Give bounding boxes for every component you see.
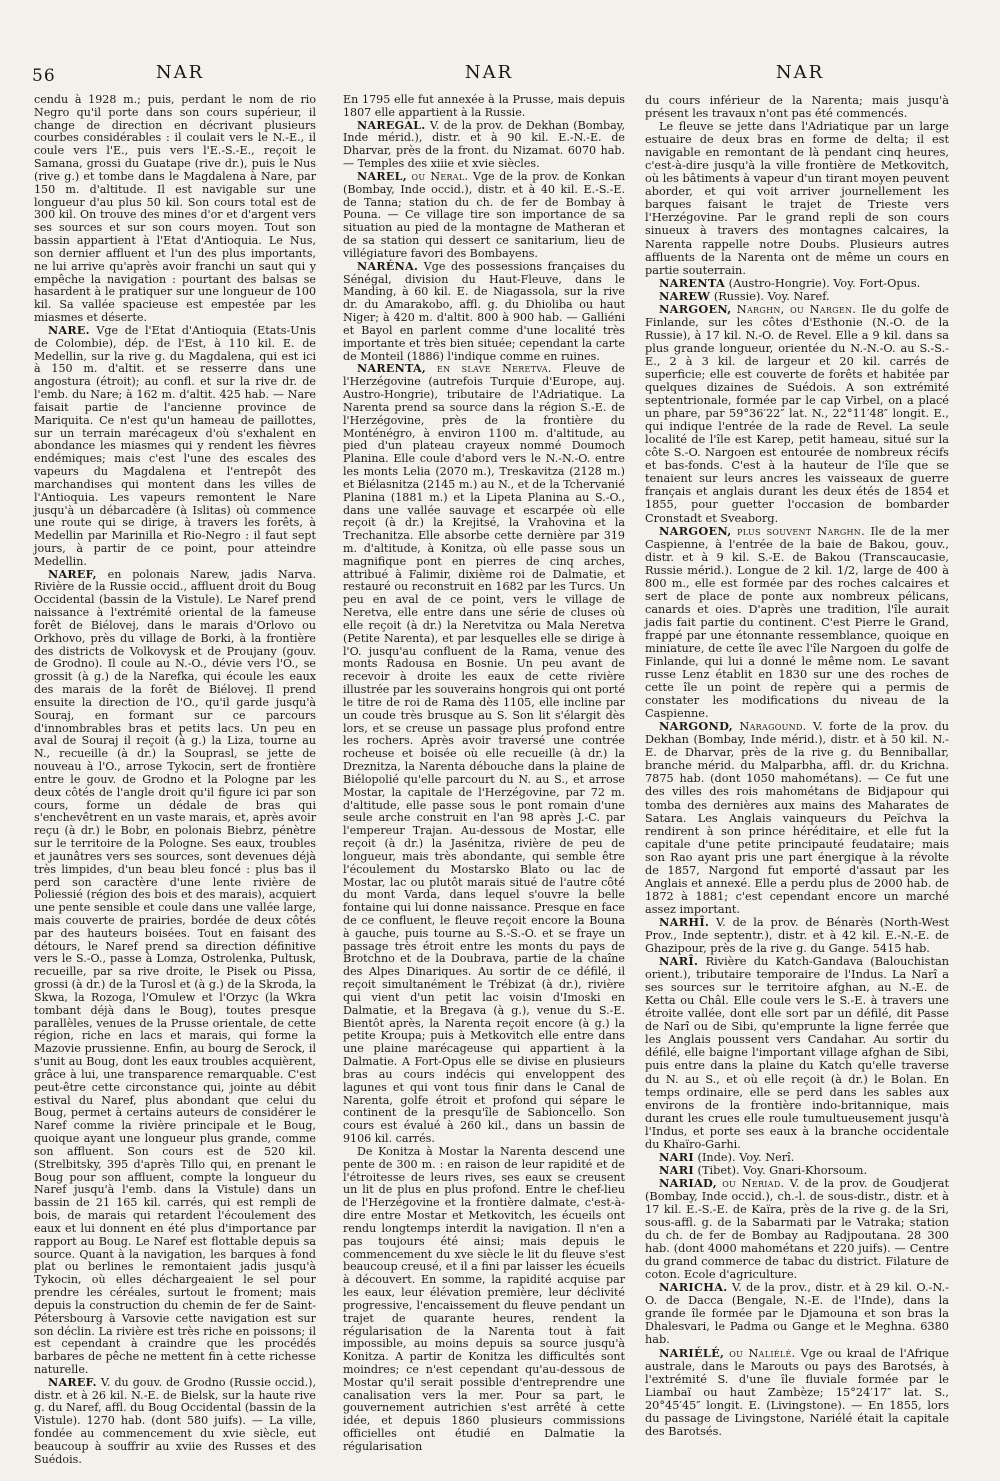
entry-headword: NARGOEN, (659, 523, 732, 538)
entry-headword: NARGOEN, (659, 301, 732, 316)
entry-alt-name: ou Neriad. (722, 1176, 785, 1190)
entry-headword: NARHÎ. (659, 914, 710, 929)
entry-text: Vge ou kraal de l'Afrique australe, dans le Marouts ou pays des Barotsés, à l'extrémité S. d'une île fluviale formée par le Liambaï ou haut Zambèze; 15°24′17″ lat. S., 20°45′45″ longit. E. (Livingstone). — En 1855, lors du passage de Livingstone, Nariélé était la capitale des Barotsés. (645, 1346, 949, 1438)
entry-paragraph (645, 916, 949, 955)
entry-paragraph (34, 1377, 316, 1467)
entry-paragraph (343, 120, 625, 171)
entry-text: V. de la prov. de Dekhan (Bombay, Inde mérid.), distr. et à 90 kil. E.-N.-E. de Dharvar, près de la front. du Nizamat. 6070 hab. — Temples des xiiie et xvie siècles. (343, 118, 625, 171)
entry-alt-name: plus souvent Narghn. (737, 524, 866, 538)
entry-alt-name: Narghn, ou Nargen. (736, 302, 857, 316)
entry-paragraph (645, 720, 949, 916)
running-head-left: NAR (155, 62, 205, 83)
entry-text: V. de la prov. de Bénarès (North-West Prov., Inde septentr.), distr. et à 42 kil. E.-N.-E. de Ghazipour, près de la rive g. du Gange. 5415 hab. (645, 915, 949, 956)
entry-text: Vge de l'Etat d'Antioquia (Etats-Unis de Colombie), dép. de l'Est, à 110 kil. E. de Medellin, sur la rive g. du Magdalena, qui est ici à 150 m. d'altit. et se resserre dans une angostura (étroit); au confl. et sur la rive dr. de l'emb. du Nare; à 162 m. d'altit. 425 hab. — Nare faisait partie de l'ancienne province de Mariquita. Ce n'est qu'un hameau de paillottes, sur un terrain marécageux d'où s'exhalent en abondance les miasmes qui y rendent les fièvres endémiques; mais c'est l'une des escales des vapeurs du Magdalena et l'entrepôt des marchandises qui montent dans les villes de l'Antioquia. Les vapeurs remontent le Nare jusqu'à un débarcadère (à Islitas) où commence une route qui se dirige, à travers les forêts, à Medellin par Marinilla et Rio-Negro : il faut sept jours, à partir de ce point, pour atteindre Medellin. (34, 323, 316, 568)
entry-headword: NARENTA (659, 275, 726, 290)
entry-text: (Russie). Voy. Naref. (710, 289, 830, 303)
entry-text: du cours inférieur de la Narenta; mais jusqu'à présent les travaux n'ont pas été commencés. (645, 94, 949, 121)
entry-headword: NAREGAL. (357, 118, 426, 132)
running-head-center: NAR (464, 62, 514, 83)
entry-text: en polonais Narew, jadis Narva. Rivière de la Russie occid., affluent droit du Boug Occidental (bassin de la Vistule). Le Naref prend naissance à l'extrémité oriental de la fameuse forêt de Biélovej, dans le marais d'Orlovo ou Orkhovo, près du village de Borki, à la frontière des districts de Volkovysk et de Proujany (gouv. de Grodno). Il coule au N.-O., dévie vers l'O., se grossit (à g.) de la Narefka, qui écoule les eaux des marais de la forêt de Biélovej. Il prend ensuite la direction de l'O., qu'il garde jusqu'à Souraj, en formant sur ce parcours d'innombrables bras et petits lacs. Un peu en aval de Souraj il reçoit (à g.) la Liza, tourne au N., recueille (à dr.) la Souprasl, se jette de nouveau à l'O., arrose Tykocin, sert de frontière entre le gouv. de Grodno et la Pologne par les deux côtés de l'angle droit qu'il figure ici par son cours, forme un dédale de bras qui s'enchevêtrent en un vaste marais, et, après avoir reçu (à dr.) le Bobr, en polonais Biebrz, pénètre sur le territoire de la Pologne. Ses eaux, troubles et jaunâtres vers ses sources, sont devenues déjà très limpides, d'un beau bleu foncé : plus bas il perd son caractère d'une lente rivière de Poliessié (région des bois et des marais), acquiert une pente sensible et coule dans une vallée large, mais couverte de prairies, bordée de deux côtés par des hauteurs boisées. Tout en faisant des détours, le Naref prend sa direction définitive vers le S.-O., passe à Lomza, Ostrolenka, Pultusk, recueille, par sa rive droite, le Pisek ou Pissa, grossi (à dr.) de la Turosl et (à g.) de la Skroda, la Skwa, la Rozoga, l'Omulew et l'Orzyc (la Wkra tombant déjà dans le Boug), toutes presque parallèles, venues de la Prusse orientale, de cette région, riche en lacs et marais, qui forme la Mazovie prussienne. Enfin, au bourg de Serock, il s'unit au Boug, dont les eaux troubles acquièrent, grâce à lui, une transparence remarquable. C'est peut-être cette circonstance qui, jointe au débit estival du Naref, plus abondant que celui du Boug, permet à certains auteurs de considérer le Naref comme la rivière principale et le Boug, quoique ayant une longueur plus grande, comme son affluent. Son cours est de 520 kil. (Strelbitsky, 395 d'après Tillo qui, en prenant le Boug pour son affluent, compte la longueur du Naref jusqu'à l'emb. dans la Vistule) dans un bassin de 21 165 kil. carrés, qui est rempli de bois, de marais qui retardent l'écoulement des eaux et lui donnent en été plus d'importance par rapport au Boug. Le Naref est flottable depuis sa source. Quant à la navigation, les barques à fond plat ou berlines le remontaient jadis jusqu'à Tykocin, où elles déchargeaient le sel pour prendre les céréales, surtout le froment; mais depuis la construction du chemin de fer de Saint-Pétersbourg à Varsovie cette navigation est sur son déclin. La rivière est très riche en poissons; il est cependant à craindre que les procédés barbares de pêche ne mettent fin à cette richesse naturelle. (34, 567, 316, 1376)
entry-headword: NARE. (48, 323, 90, 337)
entry-headword: NAREL, (357, 169, 407, 183)
entry-alt-name: en slave Neretva. (436, 362, 552, 376)
running-head-right: NAR (775, 62, 825, 83)
entry-text: En 1795 elle fut annexée à la Prusse, mais depuis 1807 elle appartient à la Russie. (343, 93, 625, 119)
entry-paragraph (34, 325, 316, 569)
text-column-2 (343, 94, 625, 1454)
entry-text: Ile du golfe de Finlande, sur les côtes d'Esthonie (N.-O. de la Russie), à 17 kil. N.-O. de Revel. Elle a 9 kil. dans sa plus grande longueur, orientée du N.-N.-O. au S.-S.-E., 2 à 3 kil. de largeur et 20 kil. carrés de superficie; elle est couverte de forêts et habitée par quelques dizaines de Suédois. A son extrémité septentrionale, formée par le cap Virbel, on a placé un phare, par 59°36′22″ lat. N., 22°11′48″ longit. E., qui indique l'entrée de la rade de Revel. La seule localité de l'île est Karep, petit hameau, situé sur la côte S.-O. Nargoen est entourée de nombreux récifs et bas-fonds. C'est à la hauteur de l'île que se tenaient sur leurs ancres les vaisseaux de guerre français et anglais durant les deux étés de 1854 et 1855, pour guetter l'occasion de bombarder Cronstadt et Sveaborg. (645, 302, 949, 525)
entry-headword: NARÉNA. (357, 259, 419, 273)
entry-text: Vge des possessions françaises du Sénégal, division du Haut-Fleuve, dans le Manding, à 60 kil. E. de Niagassola, sur la rive dr. du Amarakobo, affl. g. du Dhioliba ou haut Niger; à 420 m. d'altit. 800 à 900 hab. — Galliéni et Bayol en parlent comme d'une localité très importante et très bien située; cependant la carte de Monteil (1886) l'indique comme en ruines. (343, 259, 625, 363)
entry-headword: NARI (659, 1149, 694, 1164)
text-column-1 (34, 94, 316, 1467)
entry-text: De Konitza à Mostar la Narenta descend une pente de 300 m. : en raison de leur rapidité et de l'étroitesse de leurs rives, ses eaux se creusent un lit de plus en plus profond. Entre le chef-lieu de l'Herzégovine et la frontière dalmate, c'est-à-dire entre Mostar et Metkovitch, les écueils ont rendu longtemps interdit la navigation. Il n'en a pas toujours été ainsi; mais depuis le commencement du xve siècle le lit du fleuve s'est beaucoup creusé, et il a fini par laisser les écueils à découvert. En somme, la rapidité acquise par les eaux, leur élévation première, leur déclivité progressive, l'encaissement du fleuve pendant un trajet de quarante heures, rendent la régularisation de la Narenta tout à fait impossible, au moins depuis sa source jusqu'à Konitza. A partir de Konitza les difficultés sont moindres; ce n'est cependant qu'au-dessous de Mostar qu'il serait possible d'entreprendre une canalisation vers la mer. Pour sa part, le gouvernement autrichien s'est arrêté à cette idée, et depuis 1860 plusieurs commissions officielles ont étudié en Dalmatie la régularisation (343, 1144, 625, 1453)
entry-headword: NARI (659, 1162, 694, 1177)
entry-text: cendu à 1928 m.; puis, perdant le nom de rio Negro qu'il porte dans son cours supérieur, il change de direction en décrivant plusieurs courbes considérables : il coulait vers le N.-E., il coule vers l'E., puis vers l'E.-S.-E., reçoit le Samana, grossi du Guatape (rive dr.), puis le Nus (rive g.) et tombe dans le Magdalena à Nare, par 150 m. d'altitude. Il est navigable sur une longueur d'au plus 50 kil. Son cours total est de 300 kil. On trouve des mines d'or et d'argent vers ses sources et sur son cours moyen. Tout son bassin appartient à l'Etat d'Antioquia. Le Nus, son dernier affluent et l'un des plus importants, ne lui arrive qu'après avoir franchi un saut qui y empêche la navigation : pourtant des balsas se hasardent à le pratiquer sur une longueur de 100 kil. Sa vallée spacieuse est empestée par les miasmes et déserte. (34, 93, 316, 325)
entry-text: Vge de la prov. de Konkan (Bombay, Inde occid.), distr. et à 40 kil. E.-S.-E. de Tanna; station du ch. de fer de Bombay à Pouna. — Ce village tire son importance de sa situation au pied de la montagne de Matheran et de sa station qui dessert ce sanitarium, lieu de villégiature favori des Bombayens. (343, 169, 626, 260)
entry-text: (Tibet). Voy. Gnari-Khorsoum. (693, 1163, 868, 1177)
entry-text: V. du gouv. de Grodno (Russie occid.), distr. et à 26 kil. N.-E. de Bielsk, sur la haute rive g. du Naref, affl. du Boug Occidental (bassin de la Vistule). 1270 hab. (dont 580 juifs). — La ville, fondée au commencement du xvie siècle, eut beaucoup à souffrir au xviie des Russes et des Suédois. (34, 1375, 316, 1466)
entry-paragraph (343, 363, 625, 1146)
entry-headword: NAREF. (48, 1375, 97, 1389)
entry-paragraph (645, 955, 949, 1151)
entry-paragraph (645, 525, 949, 721)
entry-alt-name: Naragound. (739, 720, 807, 734)
entry-headword: NAREF, (48, 567, 97, 581)
entry-alt-name: ou Naliélé. (729, 1346, 796, 1360)
entry-paragraph (645, 120, 949, 277)
entry-paragraph (34, 94, 316, 325)
entry-paragraph (645, 1177, 949, 1281)
entry-paragraph (343, 261, 625, 364)
entry-paragraph (343, 94, 625, 120)
text-column-3 (645, 94, 949, 1438)
entry-paragraph (343, 171, 625, 261)
entry-paragraph (645, 1281, 949, 1346)
entry-paragraph (34, 569, 316, 1377)
entry-headword: NARIAD, (659, 1175, 717, 1190)
entry-text: (Inde). Voy. Nerî. (693, 1150, 795, 1164)
entry-text: Le fleuve se jette dans l'Adriatique par un large estuaire de deux bras en forme de delta; il est navigable en remontant de là pendant cinq heures, c'est-à-dire jusqu'à la ville frontière de Metkovitch, où les bâtiments à vapeur d'un tirant moyen peuvent aborder, et qui voit arriver journellement les barques faisant le trajet de Trieste vers l'Herzégovine. Par le grand repli de son cours sinueux à travers des montagnes calcaires, la Narenta rappelle notre Doubs. Plusieurs autres affluents de la Narenta ont de même un cours en partie souterrain. (645, 120, 949, 277)
entry-alt-name: ou Neral. (411, 169, 469, 183)
entry-headword: NAREW (659, 288, 711, 303)
entry-headword: NARIÉLÉ, (659, 1345, 725, 1360)
entry-text: Ile de la mer Caspienne, à l'entrée de la baie de Bakou, gouv., distr. et à 9 kil. S.-E. de Bakou (Transcaucasie, Russie mérid.). Longue de 2 kil. 1/2, large de 400 à 800 m., elle est formée par des roches calcaires et sert de place de ponte aux nombreux pélicans, canards et oies. D'après une tradition, l'île aurait jadis fait partie du continent. C'est Pierre le Grand, frappé par une étonnante ressemblance, quoique en miniature, de cette île avec l'île Nargoen du golfe de Finlande, qui lui a donné le même nom. Le savant russe Lenz établit en 1830 sur une des roches de cette île un point de repère qui a permis de constater les modifications du niveau de la Caspienne. (645, 524, 949, 721)
entry-text: Fleuve de l'Herzégovine (autrefois Turquie d'Europe, auj. Austro-Hongrie), tributaire de l'Adriatique. La Narenta prend sa source dans la région S.-E. de l'Herzégovine, près de la frontière du Monténégro, à environ 1100 m. d'altitude, au pied d'un plateau crayeux nommé Doumoch Planina. Elle coule d'abord vers le N.-N.-O. entre les monts Lelia (2070 m.), Treskavitza (2128 m.) et Biélasnitza (2145 m.) au N., et de la Tchervanié Planina (1881 m.) et la Lipeta Planina au S.-O., dans une vallée sauvage et escarpée où elle reçoit (à dr.) la Krejitsé, la Vrahovina et la Trechanitza. Elle absorbe cette dernière par 319 m. d'altitude, à Konitza, où elle passe sous un magnifique pont en pierres de cinq arches, attribué à Falimir, dixième roi de Dalmatie, et restauré ou reconstruit en 1682 par les Turcs. Un peu en aval de ce point, vers le village de Neretva, elle entre dans une série de cluses où elle reçoit (à dr.) la Neretvitza ou Mala Neretva (Petite Narenta), et par lesquelles elle se dirige à l'O. jusqu'au confluent de la Rama, venue des monts Radousa en Bosnie. Un peu avant de recevoir à droite les eaux de cette rivière illustrée par les souverains hongrois qui ont porté le titre de roi de Rama dès 1105, elle incline par un coude très brusque au S. Son lit s'élargit dès lors, et se creuse un passage plus profond entre les rochers. Après avoir traversé une contrée rocheuse et boisée où elle recueille (à dr.) la Dreznitza, la Narenta débouche dans la plaine de Biélopolié qu'elle parcourt du N. au S., et arrose Mostar, la capitale de l'Herzégovine, par 72 m. d'altitude, elle passe sous le pont romain d'une seule arche construit en l'an 98 après J.-C. par l'empereur Trajan. Au-dessous de Mostar, elle reçoit (à dr.) la Jasénitza, rivière de peu de longueur, mais très abondante, qui semble être l'écoulement du Mostarsko Blato ou lac de Mostar, lac ou plutôt marais situé de l'autre côté du mont Varda, dans lequel s'ouvre la belle fontaine qui lui donne naissance. Presque en face de ce confluent, le fleuve reçoit encore la Bouna à gauche, puis tourne au S.-S.-O. et se fraye un passage très étroit entre les monts du pays de Brotchno et de la Doubrava, partie de la chaîne des Alpes Dinariques. Au sortir de ce défilé, il reçoit simultanément le Trébizat (à dr.), rivière qui vient d'un petit lac voisin d'Imoski en Dalmatie, et la Bregava (à g.), venue du S.-E. Bientôt après, la Narenta reçoit encore (à g.) la petite Kroupa; puis à Metkovitch elle entre dans une plaine marécageuse qui appartient à la Dalmatie. A Fort-Opus elle se divise en plusieurs bras au cours indécis qui enveloppent des lagunes et qui vont tous finir dans le Canal de Narenta, golfe étroit et profond qui sépare le continent de la presqu'île de Sabioncello. Son cours est évalué à 260 kil., dans un bassin de 9106 kil. carrés. (343, 362, 626, 1146)
entry-headword: NARGOND, (659, 719, 734, 734)
entry-paragraph (645, 94, 949, 120)
entry-headword: NARÎ. (659, 954, 699, 969)
entry-headword: NARENTA, (357, 362, 427, 376)
entry-paragraph (343, 1146, 625, 1454)
entry-paragraph (645, 303, 949, 525)
entry-paragraph (645, 1347, 949, 1438)
entry-text: V. de la prov., distr. et à 29 kil. O.-N.-O. de Dacca (Bengale, N.-E. de l'Inde), dans la grande île formée par le Djamouna et son bras la Dhalesvari, le Padma ou Gange et le Meghna. 6380 hab. (645, 1281, 949, 1347)
entry-text: Rivière du Katch-Gandava (Balouchistan orient.), tributaire temporaire de l'Indus. La Narî a ses sources sur le territoire afghan, au N.-E. de Ketta ou Châl. Elle coule vers le S.-E. à travers une étroite vallée, dont elle sort par un défilé, dit Passe de Narî ou de Sibi, qu'emprunte la ligne ferrée que les Anglais poussent vers Candahar. Au sortir du défilé, elle baigne l'important village afghan de Sibi, puis entre dans la plaine du Katch qu'elle traverse du N. au S., et où elle reçoit (à dr.) le Bolan. En temps ordinaire, elle se perd dans les sables aux environs de la frontière indo-britannique, mais durant les crues elle roule tumultueusement jusqu'à l'Indus, et porte ses eaux à la branche occidentale du Khaïro-Garhi. (645, 955, 949, 1151)
entry-text: V. forte de la prov. du Dekhan (Bombay, Inde mérid.), distr. et à 50 kil. N.-E. de Dharvar, près de la rive g. du Benniballar, branche mérid. du Malparbha, affl. dr. du Krichna. 7875 hab. (dont 1050 mahométans). — Ce fut une des villes des rois mahométans de Bidjapour qui tomba des dernières aux mains des Maharates de Satara. Les Anglais vainqueurs du Peïchva la rendirent à son prince héréditaire, et elle fut la capitale d'une petite principauté feudataire; mais son Rao ayant pris une part énergique à la révolte de 1857, Nargond fut emporté d'assaut par les Anglais et annexé. Elle a perdu plus de 2000 hab. de 1872 à 1881; c'est cependant encore un marché assez important. (645, 720, 950, 916)
page-number: 56 (32, 66, 56, 86)
entry-text: V. de la prov. de Goudjerat (Bombay, Inde occid.), ch.-l. de sous-distr., distr. et à 17 kil. E.-S.-E. de Kaïra, près de la rive g. de la Sri, sous-affl. g. de la Sabarmati par le Vatraka; station du ch. de fer de Bombay au Radjpoutana. 28 300 hab. (dont 4000 mahométans et 220 juifs). — Centre du grand commerce de tabac du district. Filature de coton. Ecole d'agriculture. (645, 1176, 949, 1282)
entry-headword: NARICHA. (659, 1280, 728, 1295)
entry-text: (Austro-Hongrie). Voy. Fort-Opus. (725, 276, 921, 290)
